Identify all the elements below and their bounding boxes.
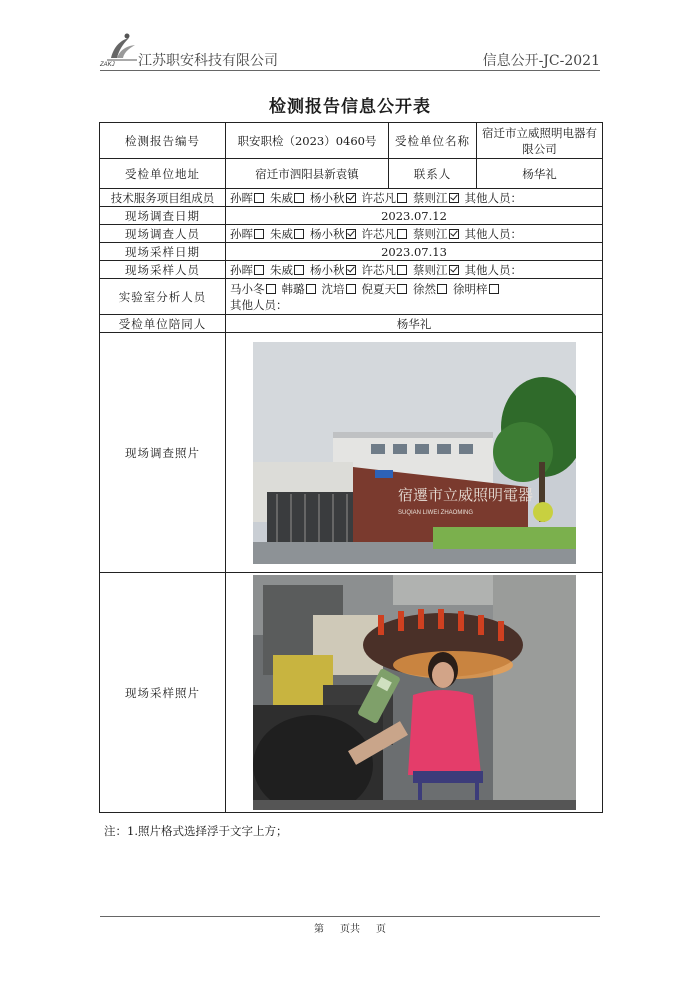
staff-name: 杨小秋: [310, 190, 345, 205]
survey-photo: [253, 342, 576, 564]
checked-box-icon: [346, 265, 356, 275]
table-row: [100, 123, 603, 159]
lab-staff-list: [230, 281, 598, 297]
address-value: 宿迁市泗阳县新袁镇: [226, 159, 389, 189]
surveyors-staff-list: [230, 227, 465, 241]
table-row: [100, 225, 603, 243]
footer-divider: [100, 916, 600, 917]
logo-text: ZAKJ: [100, 62, 115, 68]
staff-name: 孙晖: [230, 262, 253, 277]
checked-box-icon: [449, 265, 459, 275]
staff-name: 朱威: [270, 190, 293, 205]
lab-others-label: 其他人员：: [230, 297, 288, 312]
staff-entry: [230, 227, 268, 241]
footer-end-label: 页: [376, 924, 386, 935]
staff-name: 许芯凡: [361, 190, 396, 205]
checked-box-icon: [449, 193, 459, 203]
header-divider: [100, 70, 600, 71]
sampling-photo-cell: [226, 573, 603, 813]
page-header: [100, 32, 600, 72]
staff-name: 朱威: [270, 262, 293, 277]
companion-label: 受检单位陪同人: [100, 315, 226, 333]
staff-entry: [230, 282, 280, 296]
footnote: 注：1.照片格式选择浮于文字上方；: [104, 824, 288, 838]
staff-entry: [310, 227, 360, 241]
unchecked-box-icon: [266, 284, 276, 294]
sampling-photo: [253, 575, 576, 810]
staff-name: 许芯凡: [361, 262, 396, 277]
sampling-date-label: 现场采样日期: [100, 243, 226, 261]
photo-sign-subtext: SUQIAN LIWEI ZHAOMING: [397, 509, 473, 516]
staff-name: 蔡则江: [413, 190, 448, 205]
samplers-members: [226, 261, 603, 279]
staff-entry: [413, 263, 463, 277]
unchecked-box-icon: [397, 229, 407, 239]
report-no-value: 职安职检（2023）0460号: [226, 123, 389, 159]
staff-name: 朱威: [270, 226, 293, 241]
staff-entry: [310, 263, 360, 277]
staff-entry: [362, 282, 412, 296]
staff-entry: [322, 282, 360, 296]
staff-name: 徐然: [413, 281, 436, 296]
samplers-label: 现场采样人员: [100, 261, 226, 279]
table-row: [100, 159, 603, 189]
others-label: 其他人员：: [464, 190, 522, 205]
team-label: 技术服务项目组成员: [100, 189, 226, 207]
unchecked-box-icon: [254, 229, 264, 239]
unchecked-box-icon: [397, 193, 407, 203]
staff-name: 杨小秋: [310, 226, 345, 241]
unchecked-box-icon: [397, 284, 407, 294]
contact-label: 联系人: [389, 159, 477, 189]
company-logo-icon: [105, 32, 139, 66]
others-label: 其他人员：: [464, 262, 522, 277]
staff-entry: [230, 263, 268, 277]
companion-value: 杨华礼: [226, 315, 603, 333]
staff-entry: [270, 227, 308, 241]
survey-photo-label: 现场调查照片: [100, 333, 226, 573]
staff-entry: [413, 191, 463, 205]
unchecked-box-icon: [294, 265, 304, 275]
surveyors-label: 现场调查人员: [100, 225, 226, 243]
staff-name: 蔡则江: [413, 262, 448, 277]
unchecked-box-icon: [437, 284, 447, 294]
unchecked-box-icon: [254, 193, 264, 203]
staff-name: 徐明梓: [453, 281, 488, 296]
staff-name: 倪夏天: [361, 281, 396, 296]
staff-name: 杨小秋: [310, 262, 345, 277]
company-name: 江苏职安科技有限公司: [138, 53, 278, 69]
table-row: [100, 207, 603, 225]
photo-sign-text: 宿遷市立威照明電器: [397, 485, 533, 504]
others-label: 其他人员：: [464, 226, 522, 241]
lab-label: 实验室分析人员: [100, 279, 226, 315]
contact-value: 杨华礼: [477, 159, 603, 189]
staff-entry: [310, 191, 360, 205]
staff-entry: [362, 191, 412, 205]
survey-date-label: 现场调查日期: [100, 207, 226, 225]
survey-date-value: 2023.07.12: [226, 207, 603, 225]
unit-name-label: 受检单位名称: [389, 123, 477, 159]
staff-entry: [413, 282, 451, 296]
unchecked-box-icon: [346, 284, 356, 294]
table-row: [100, 261, 603, 279]
unchecked-box-icon: [489, 284, 499, 294]
team-staff-list: [230, 191, 465, 205]
table-row: [100, 333, 603, 573]
checked-box-icon: [346, 229, 356, 239]
staff-entry: [413, 227, 463, 241]
staff-name: 马小冬: [230, 281, 265, 296]
table-row: [100, 279, 603, 315]
staff-name: 韩璐: [281, 281, 305, 296]
unchecked-box-icon: [306, 284, 316, 294]
team-members: [226, 189, 603, 207]
footer-of-label: 页共: [340, 924, 360, 935]
unchecked-box-icon: [294, 229, 304, 239]
table-row: [100, 573, 603, 813]
staff-name: 孙晖: [230, 226, 253, 241]
staff-entry: [270, 191, 308, 205]
staff-entry: [453, 282, 503, 296]
surveyors-members: [226, 225, 603, 243]
staff-entry: [282, 282, 320, 296]
page-title: 检测报告信息公开表: [269, 97, 431, 117]
sampling-photo-label: 现场采样照片: [100, 573, 226, 813]
staff-entry: [362, 263, 412, 277]
unit-name-value: 宿迁市立威照明电器有限公司: [477, 123, 603, 159]
checked-box-icon: [449, 229, 459, 239]
unchecked-box-icon: [397, 265, 407, 275]
page-footer: [0, 920, 700, 935]
staff-entry: [230, 191, 268, 205]
samplers-staff-list: [230, 263, 465, 277]
table-row: [100, 315, 603, 333]
report-no-label: 检测报告编号: [100, 123, 226, 159]
table-row: [100, 243, 603, 261]
footer-page-label: 第: [314, 924, 324, 935]
checked-box-icon: [346, 193, 356, 203]
report-info-table: [99, 122, 603, 813]
lab-members: [226, 279, 603, 315]
document-code: 信息公开-JC-2021: [482, 53, 600, 69]
unchecked-box-icon: [294, 193, 304, 203]
staff-name: 许芯凡: [361, 226, 396, 241]
address-label: 受检单位地址: [100, 159, 226, 189]
staff-name: 蔡则江: [413, 226, 448, 241]
staff-name: 孙晖: [230, 190, 253, 205]
staff-entry: [362, 227, 412, 241]
staff-name: 沈培: [321, 281, 345, 296]
survey-photo-cell: [226, 333, 603, 573]
sampling-date-value: 2023.07.13: [226, 243, 603, 261]
staff-entry: [270, 263, 308, 277]
unchecked-box-icon: [254, 265, 264, 275]
table-row: [100, 189, 603, 207]
